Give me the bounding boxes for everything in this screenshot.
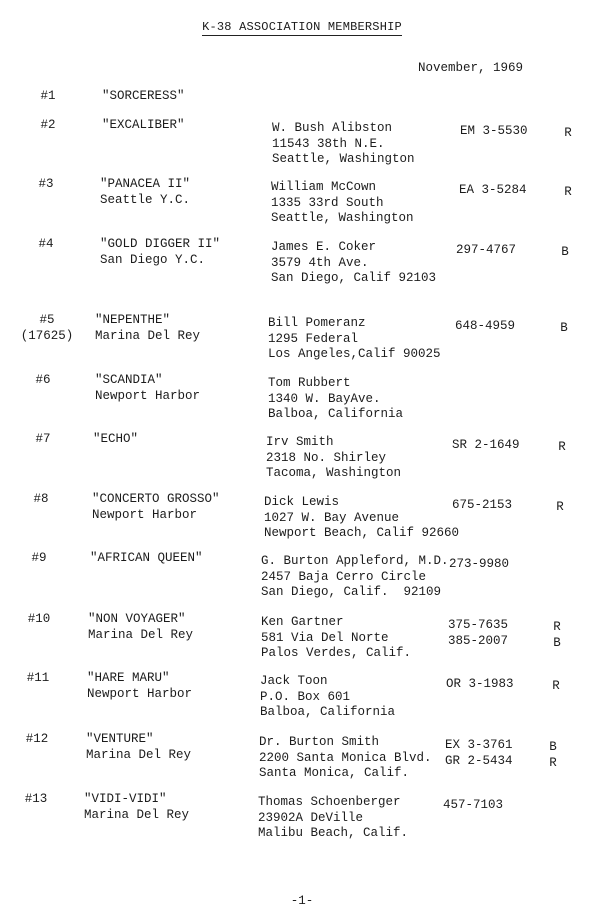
address-line: 2318 No. Shirley — [266, 450, 387, 465]
phone-numbers — [449, 557, 509, 573]
owner-address — [261, 615, 411, 662]
entry-number — [16, 176, 76, 192]
address-line: 2200 Santa Monica Blvd. — [259, 750, 432, 765]
phone-number: EM 3-5530 — [460, 124, 528, 138]
owner-address — [258, 795, 408, 842]
entry-sail-number: (17625) — [20, 329, 74, 343]
boat-name: "CONCERTO GROSSO" — [92, 492, 220, 506]
address-line: San Diego, Calif. 92109 — [261, 585, 442, 599]
address-line: 11543 38th N.E. — [272, 136, 385, 151]
rating-code: R — [552, 679, 560, 693]
address-line: Balboa, California — [260, 705, 396, 719]
phone-number: GR 2-5434 — [445, 753, 513, 768]
yacht-club: Seattle Y.C. — [100, 193, 191, 207]
entry-number-text: #13 — [24, 792, 48, 806]
phone-numbers — [452, 498, 512, 514]
phone-number: OR 3-1983 — [446, 677, 514, 691]
address-line: 1027 W. Bay Avenue — [264, 510, 400, 525]
phone-numbers — [456, 243, 516, 259]
entry-number — [18, 88, 78, 104]
boat-name: "NEPENTHE" — [95, 313, 171, 327]
rating-codes — [561, 126, 575, 142]
phone-numbers — [443, 798, 503, 814]
phone-number: EX 3-3761 — [445, 738, 513, 752]
boat-info — [90, 550, 203, 566]
phone-number: 375-7635 — [448, 618, 509, 632]
phone-number: 648-4959 — [455, 319, 516, 333]
rating-codes — [558, 245, 572, 261]
owner-name: Ken Gartner — [261, 615, 344, 629]
address-line: 1340 W. BayAve. — [268, 391, 381, 406]
rating-code: R — [556, 500, 564, 514]
rating-codes — [549, 679, 563, 695]
entry-number — [9, 550, 69, 566]
rating-code: R — [564, 185, 572, 199]
entry-number-text: #11 — [26, 671, 50, 685]
boat-info — [93, 431, 138, 447]
owner-address — [264, 495, 459, 542]
phone-number: 457-7103 — [443, 798, 504, 812]
boat-name: "HARE MARU" — [87, 671, 170, 685]
address-line: Newport Beach, Calif 92660 — [264, 526, 460, 540]
boat-info — [95, 312, 200, 344]
owner-name: Bill Pomeranz — [268, 316, 366, 330]
entry-number — [13, 372, 73, 388]
owner-name: Jack Toon — [260, 674, 328, 688]
boat-info — [102, 117, 185, 133]
rating-codes — [553, 500, 567, 516]
rating-codes — [550, 620, 564, 651]
rating-code: B — [560, 321, 568, 335]
owner-address — [260, 674, 395, 721]
boat-name: "PANACEA II" — [100, 177, 191, 191]
page-number: -1- — [290, 894, 314, 908]
entry-number-text: #9 — [31, 551, 47, 565]
phone-number: EA 3-5284 — [459, 183, 527, 197]
phone-numbers — [455, 319, 515, 335]
boat-info — [95, 372, 200, 404]
entry-number — [17, 312, 77, 344]
address-line: P.O. Box 601 — [260, 689, 351, 704]
phone-number: 675-2153 — [452, 498, 513, 512]
rating-code: B — [553, 635, 561, 650]
owner-name: G. Burton Appleford, M.D. — [261, 554, 449, 568]
rating-codes — [557, 321, 571, 337]
address-line: San Diego, Calif 92103 — [271, 271, 437, 285]
boat-info — [102, 88, 185, 104]
yacht-club: Newport Harbor — [87, 687, 193, 701]
boat-name: "GOLD DIGGER II" — [100, 237, 221, 251]
yacht-club: San Diego Y.C. — [100, 253, 206, 267]
rating-code: R — [564, 126, 572, 140]
phone-number: SR 2-1649 — [452, 438, 520, 452]
document-title — [0, 20, 604, 34]
rating-codes — [546, 740, 560, 771]
phone-numbers — [452, 438, 520, 454]
entry-number-text: #7 — [35, 432, 51, 446]
boat-name: "ECHO" — [93, 432, 139, 446]
phone-numbers — [448, 618, 508, 649]
rating-codes — [561, 185, 575, 201]
entry-number-text: #1 — [40, 89, 56, 103]
boat-info — [84, 791, 189, 823]
owner-name: William McCown — [271, 180, 377, 194]
owner-address — [272, 121, 415, 168]
entry-number-text: #6 — [35, 373, 51, 387]
yacht-club: Marina Del Rey — [84, 808, 190, 822]
yacht-club: Newport Harbor — [92, 508, 198, 522]
entry-number-text: #12 — [25, 732, 49, 746]
owner-name: James E. Coker — [271, 240, 377, 254]
yacht-club: Marina Del Rey — [88, 628, 194, 642]
address-line: Malibu Beach, Calif. — [258, 826, 409, 840]
boat-name: "SCANDIA" — [95, 373, 163, 387]
owner-name: Dr. Burton Smith — [259, 735, 380, 749]
boat-name: "AFRICAN QUEEN" — [90, 551, 203, 565]
address-line: Palos Verdes, Calif. — [261, 646, 412, 660]
rating-code: R — [558, 440, 566, 454]
owner-address — [261, 554, 449, 601]
entry-number — [11, 491, 71, 507]
boat-name: "VENTURE" — [86, 732, 154, 746]
owner-name: Irv Smith — [266, 435, 334, 449]
boat-info — [86, 731, 191, 763]
address-line: Tacoma, Washington — [266, 466, 402, 480]
owner-address — [271, 240, 436, 287]
entry-number-text: #8 — [33, 492, 49, 506]
owner-address — [271, 180, 414, 227]
owner-name: Thomas Schoenberger — [258, 795, 401, 809]
boat-info — [100, 236, 220, 268]
boat-name: "EXCALIBER" — [102, 118, 185, 132]
entry-number — [7, 731, 67, 747]
entry-number — [13, 431, 73, 447]
address-line: 581 Via Del Norte — [261, 630, 389, 645]
phone-number: 297-4767 — [456, 243, 517, 257]
owner-name: W. Bush Alibston — [272, 121, 393, 135]
phone-number: 273-9980 — [449, 557, 510, 571]
boat-name: "NON VOYAGER" — [88, 612, 186, 626]
entry-number — [18, 117, 78, 133]
yacht-club: Newport Harbor — [95, 389, 201, 403]
address-line: 2457 Baja Cerro Circle — [261, 569, 427, 584]
entry-number-text: #5 — [39, 313, 55, 327]
rating-code: R — [553, 620, 561, 634]
boat-info — [100, 176, 190, 208]
entry-number-text: #3 — [38, 177, 54, 191]
yacht-club: Marina Del Rey — [86, 748, 192, 762]
phone-numbers — [459, 183, 527, 199]
address-line: Santa Monica, Calif. — [259, 766, 410, 780]
yacht-club: Marina Del Rey — [95, 329, 201, 343]
address-line: Los Angeles,Calif 90025 — [268, 347, 441, 361]
entry-number-text: #4 — [38, 237, 54, 251]
address-line: 3579 4th Ave. — [271, 255, 369, 270]
address-line: 1335 33rd South — [271, 195, 384, 210]
rating-code: R — [549, 755, 557, 770]
owner-address — [268, 376, 403, 423]
address-line: 23902A DeVille — [258, 810, 364, 825]
rating-code: B — [549, 740, 557, 754]
address-line: Seattle, Washington — [272, 152, 415, 166]
title-text: K-38 ASSOCIATION MEMBERSHIP — [202, 20, 402, 34]
document-date: November, 1969 — [418, 61, 524, 75]
address-line: 1295 Federal — [268, 331, 359, 346]
phone-numbers — [460, 124, 528, 140]
owner-name: Tom Rubbert — [268, 376, 351, 390]
owner-name: Dick Lewis — [264, 495, 340, 509]
boat-name: "VIDI-VIDI" — [84, 792, 167, 806]
entry-number-text: #10 — [27, 612, 51, 626]
entry-number — [6, 791, 66, 807]
rating-codes — [555, 440, 569, 456]
phone-numbers — [445, 738, 513, 769]
boat-info — [92, 491, 220, 523]
entry-number-text: #2 — [40, 118, 56, 132]
entry-number — [9, 611, 69, 627]
entry-number — [16, 236, 76, 252]
owner-address — [259, 735, 432, 782]
rating-code: B — [561, 245, 569, 259]
phone-numbers — [446, 677, 514, 693]
phone-number: 385-2007 — [448, 633, 509, 648]
address-line: Balboa, California — [268, 407, 404, 421]
entry-number — [8, 670, 68, 686]
address-line: Seattle, Washington — [271, 211, 414, 225]
owner-address — [268, 316, 441, 363]
boat-info — [87, 670, 192, 702]
owner-address — [266, 435, 401, 482]
boat-info — [88, 611, 193, 643]
boat-name: "SORCERESS" — [102, 89, 185, 103]
